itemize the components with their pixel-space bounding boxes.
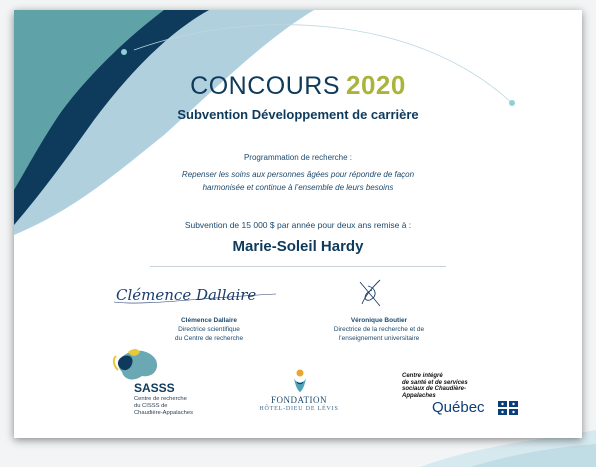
divider bbox=[150, 266, 446, 267]
cisss-line: Appalaches bbox=[402, 392, 436, 399]
signatory-role: Directrice de la recherche et de bbox=[333, 326, 425, 333]
fondation-logo-icon bbox=[288, 368, 312, 394]
signatory-name: Clémence Dallaire bbox=[180, 317, 237, 324]
signature-dallaire-text: Clémence Dallaire bbox=[116, 286, 257, 304]
sasss-logo-icon bbox=[108, 346, 168, 386]
certificate-card bbox=[14, 10, 582, 438]
fondation-subtitle: HÔTEL-DIEU DE LÉVIS bbox=[259, 406, 339, 412]
signatory-1 bbox=[134, 316, 284, 343]
title-word: CONCOURS bbox=[190, 72, 340, 100]
sasss-name: SASSS bbox=[134, 381, 175, 395]
program-title bbox=[134, 168, 462, 194]
cisss-line: Centre intégré bbox=[402, 373, 443, 379]
quebec-wordmark: Québec bbox=[432, 399, 485, 416]
signatory-2 bbox=[304, 316, 454, 343]
contest-title bbox=[14, 70, 582, 101]
sasss-subtitle bbox=[134, 396, 224, 417]
signature-dallaire bbox=[106, 280, 286, 310]
quebec-flag-icon bbox=[498, 401, 518, 415]
sasss-sub-line: du CISSS de bbox=[134, 403, 168, 409]
cisss-line: de santé et de services bbox=[402, 379, 468, 386]
cisss-line: sociaux de Chaudière- bbox=[402, 386, 467, 392]
title-year: 2020 bbox=[346, 70, 406, 100]
fondation-name: FONDATION bbox=[271, 395, 327, 405]
certificate-subtitle: Subvention Développement de carrière bbox=[177, 107, 419, 122]
sasss-sub-line: Centre de recherche bbox=[134, 396, 187, 402]
signatory-role: du Centre de recherche bbox=[174, 335, 244, 342]
signatory-role: Directrice scientifique bbox=[178, 326, 240, 333]
signatory-name: Véronique Boutier bbox=[350, 317, 408, 324]
signatory-role: l’enseignement universitaire bbox=[338, 335, 420, 342]
program-title-line2: harmonisée et continue à l’ensemble de leurs besoins bbox=[202, 183, 394, 192]
recipient-name: Marie-Soleil Hardy bbox=[232, 238, 364, 255]
grant-text: Subvention de 15 000 $ par année pour deux ans remise à : bbox=[184, 220, 412, 230]
sasss-sub-line: Chaudière-Appalaches bbox=[134, 410, 193, 416]
signature-boutier bbox=[352, 276, 392, 312]
program-label: Programmation de recherche : bbox=[243, 153, 353, 162]
program-title-line1: Repenser les soins aux personnes âgées pour répondre de façon bbox=[181, 170, 415, 179]
cisss-text bbox=[402, 373, 512, 399]
